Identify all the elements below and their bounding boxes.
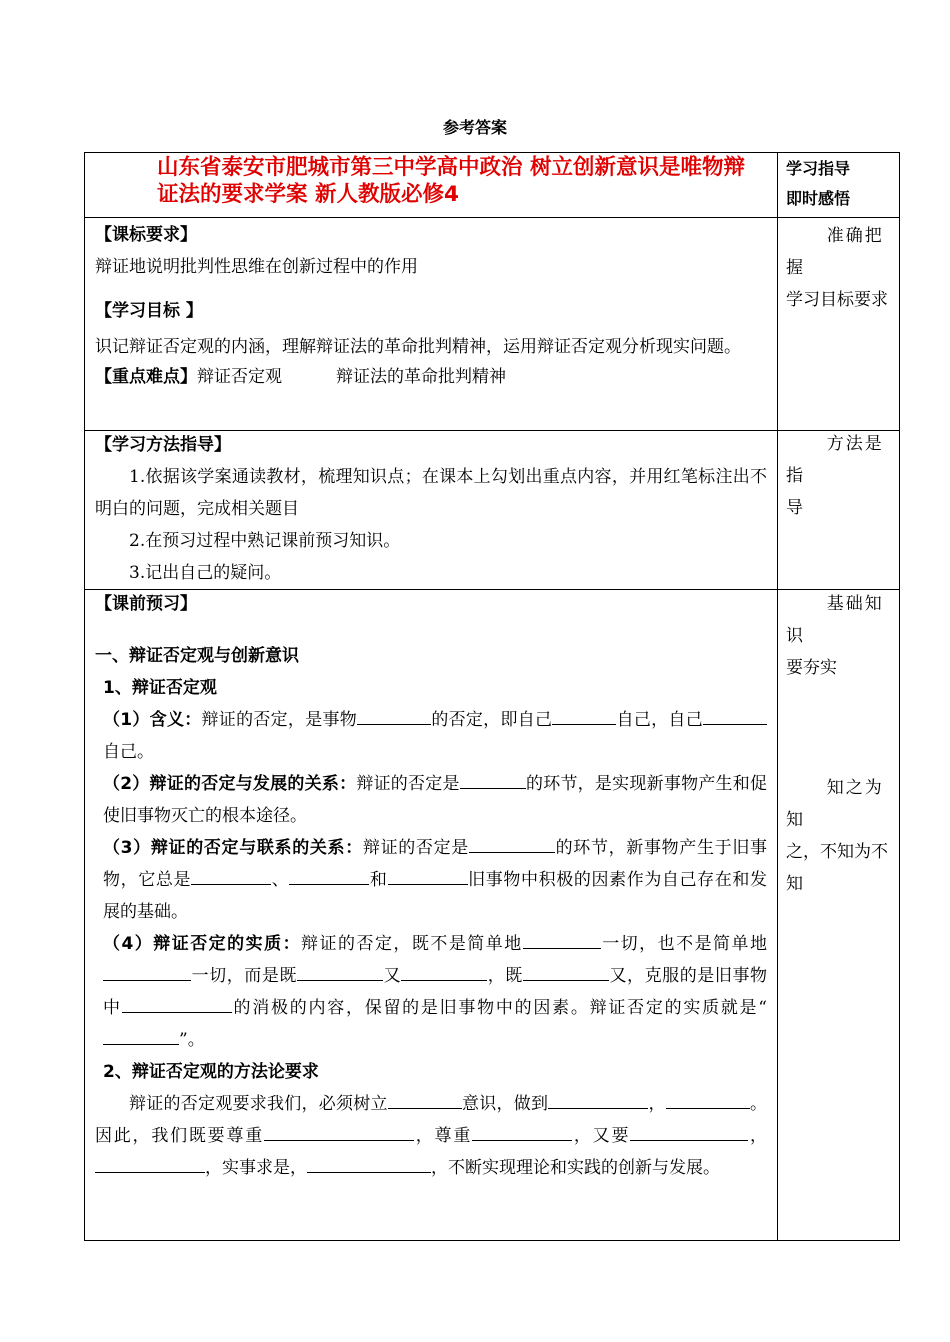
- requirements-note: 准确把握 学习目标要求: [786, 226, 888, 310]
- curriculum-heading: 【课标要求】: [95, 225, 197, 245]
- title-row: [85, 153, 900, 218]
- right-header-guide: 学习指导: [786, 159, 851, 178]
- document-title: 山东省泰安市肥城市第三中学高中政治 树立创新意识是唯物辩证法的要求学案 新人教版必修4: [157, 155, 745, 207]
- blank[interactable]: [289, 865, 369, 885]
- blank[interactable]: [95, 1153, 205, 1173]
- method-requirement-paragraph: 辩证的否定观要求我们，必须树立 意识，做到 ， 。因此，我们既要尊重 ，尊重 ，又要 ，，实事求是， ，不断实现理论和实践的创新与发展。: [95, 1088, 767, 1184]
- blank[interactable]: [307, 1153, 431, 1173]
- requirements-note-cell: [778, 218, 900, 431]
- section-requirements: [85, 218, 900, 431]
- right-header-cell: [778, 153, 900, 218]
- essence-paragraph: （4）辩证否定的实质：辩证的否定，既不是简单地 一切，也不是简单地一切，而是既 又 ，既 又，克服的是旧事物中 的消极的内容，保留的是旧事物中的因素。辩证否定的实质就是“”。: [95, 928, 767, 1056]
- blank[interactable]: [401, 961, 487, 981]
- method-cell: [85, 431, 778, 590]
- method-item-2: 2.在预习过程中熟记课前预习知识。: [129, 531, 401, 551]
- blank[interactable]: [460, 769, 526, 789]
- study-plan-table: [84, 152, 900, 1241]
- method-heading: 【学习方法指导】: [95, 435, 231, 455]
- blank[interactable]: [388, 1089, 462, 1109]
- subheading-1: 1、辩证否定观: [103, 678, 217, 698]
- preview-cell: [85, 590, 778, 1241]
- blank[interactable]: [469, 833, 555, 853]
- blank[interactable]: [523, 961, 609, 981]
- preview-heading: 【课前预习】: [95, 594, 197, 614]
- blank[interactable]: [630, 1121, 748, 1141]
- blank[interactable]: [523, 929, 601, 949]
- development-paragraph: （2）辩证的否定与发展的关系：辩证的否定是 的环节，是实现新事物产生和促使旧事物灭亡的根本途径。: [95, 768, 767, 832]
- key-points-text: 辩证否定观 辩证法的革命批判精神: [197, 367, 507, 387]
- blank[interactable]: [548, 1089, 648, 1109]
- method-note: 方法是指 导: [786, 434, 884, 518]
- method-note-cell: [778, 431, 900, 590]
- blank[interactable]: [264, 1121, 414, 1141]
- blank[interactable]: [388, 865, 468, 885]
- section-preview: [85, 590, 900, 1241]
- section-heading-1: 一、辩证否定观与创新意识: [95, 646, 299, 666]
- requirements-cell: [85, 218, 778, 431]
- title-cell: [85, 153, 778, 218]
- preview-note-cell: [778, 590, 900, 1241]
- blank[interactable]: [103, 1025, 179, 1045]
- preview-note-2: 知之为知 之，不知为不 知: [786, 778, 888, 894]
- definition-paragraph: （1）含义：辩证的否定，是事物 的否定，即自己 自己，自己自己。: [95, 704, 767, 768]
- preview-note-1: 基础知识 要夯实: [786, 594, 884, 678]
- blank[interactable]: [703, 705, 767, 725]
- blank[interactable]: [191, 865, 271, 885]
- goal-heading: 【学习目标 】: [95, 301, 203, 321]
- blank[interactable]: [472, 1121, 572, 1141]
- subheading-2: 2、辩证否定观的方法论要求: [103, 1062, 319, 1082]
- blank[interactable]: [297, 961, 383, 981]
- curriculum-text: 辩证地说明批判性思维在创新过程中的作用: [95, 257, 418, 277]
- blank[interactable]: [666, 1089, 750, 1109]
- blank[interactable]: [552, 705, 616, 725]
- page-heading: 参考答案: [442, 118, 507, 137]
- blank[interactable]: [103, 961, 191, 981]
- goal-text: 识记辩证否定观的内涵，理解辩证法的革命批判精神，运用辩证否定观分析现实问题。: [95, 337, 741, 357]
- key-points-line: [95, 363, 767, 391]
- method-item-3: 3.记出自己的疑问。: [129, 563, 282, 583]
- section-method: [85, 431, 900, 590]
- right-header-reflection: 即时感悟: [786, 189, 851, 208]
- connection-paragraph: （3）辩证的否定与联系的关系：辩证的否定是 的环节，新事物产生于旧事物，它总是 、 和 旧事物中积极的因素作为自己存在和发展的基础。: [95, 832, 767, 928]
- blank[interactable]: [357, 705, 431, 725]
- blank[interactable]: [122, 993, 232, 1013]
- key-points-heading: 【重点难点】: [95, 367, 197, 387]
- method-item-1: 1.依据该学案通读教材，梳理知识点；在课本上勾划出重点内容，并用红笔标注出不明白的问题，完成相关题目: [95, 467, 767, 519]
